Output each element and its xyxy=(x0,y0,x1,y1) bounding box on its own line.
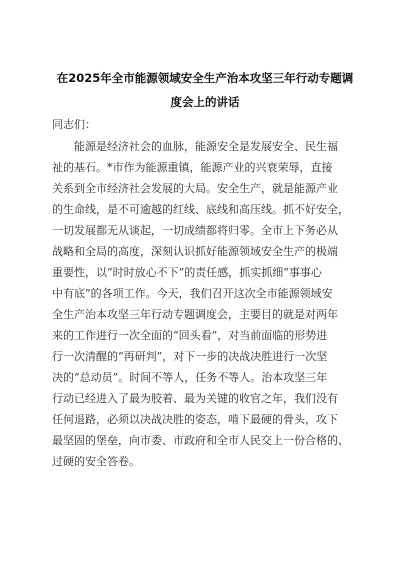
body-line: 任何退路，必须以决战决胜的姿态，啃下最硬的骨头，攻下 xyxy=(52,413,338,426)
body-line: 行一次清醒的“再研判”，对下一步的决战决胜进行一次坚 xyxy=(52,350,328,363)
body-line: 来的工作进行一次全面的“回头看”，对当前面临的形势进 xyxy=(52,329,328,342)
body-line: 重要性，以“时时放心不下”的责任感，抓实抓细“事事心 xyxy=(52,266,322,279)
salutation: 同志们： xyxy=(52,118,96,131)
title-line-1: 在2025年全市能源领域安全生产治本攻坚三年行动专题调 xyxy=(56,71,354,85)
body-line: 最坚固的堡垒，向市委、市政府和全市人民交上一份合格的、 xyxy=(52,434,349,447)
speech-paragraph xyxy=(52,136,357,472)
body-line: 决的“总动员”。时间不等人，任务不等人。治本攻坚三年 xyxy=(52,371,328,384)
body-line: 中有底”的各项工作。今天，我们召开这次全市能源领域安 xyxy=(52,287,333,300)
body-line: 关系到全市经济社会发展的大局。安全生产，就是能源产业 xyxy=(52,182,338,195)
body-line: 能源是经济社会的血脉，能源安全是发展安全、民生福 xyxy=(74,140,338,153)
body-line: 过硬的安全答卷。 xyxy=(52,455,140,468)
title-line-2: 度会上的讲话 xyxy=(170,95,240,109)
body-line: 祉的基石。*市作为能源重镇，能源产业的兴衰荣辱，直接 xyxy=(52,161,333,174)
body-line: 一切发展都无从谈起，一切成绩都将归零。全市上下务必从 xyxy=(52,224,338,237)
body-line: 的生命线，是不可逾越的红线、底线和高压线。抓不好安全， xyxy=(52,203,349,216)
body-line: 全生产治本攻坚三年行动专题调度会，主要目的就是对两年 xyxy=(52,308,338,321)
body-line: 行动已经进入了最为胶着、最为关键的收官之年，我们没有 xyxy=(52,392,338,405)
document-title xyxy=(50,66,360,114)
body-line: 战略和全局的高度，深刻认识抓好能源领域安全生产的极端 xyxy=(52,245,338,258)
